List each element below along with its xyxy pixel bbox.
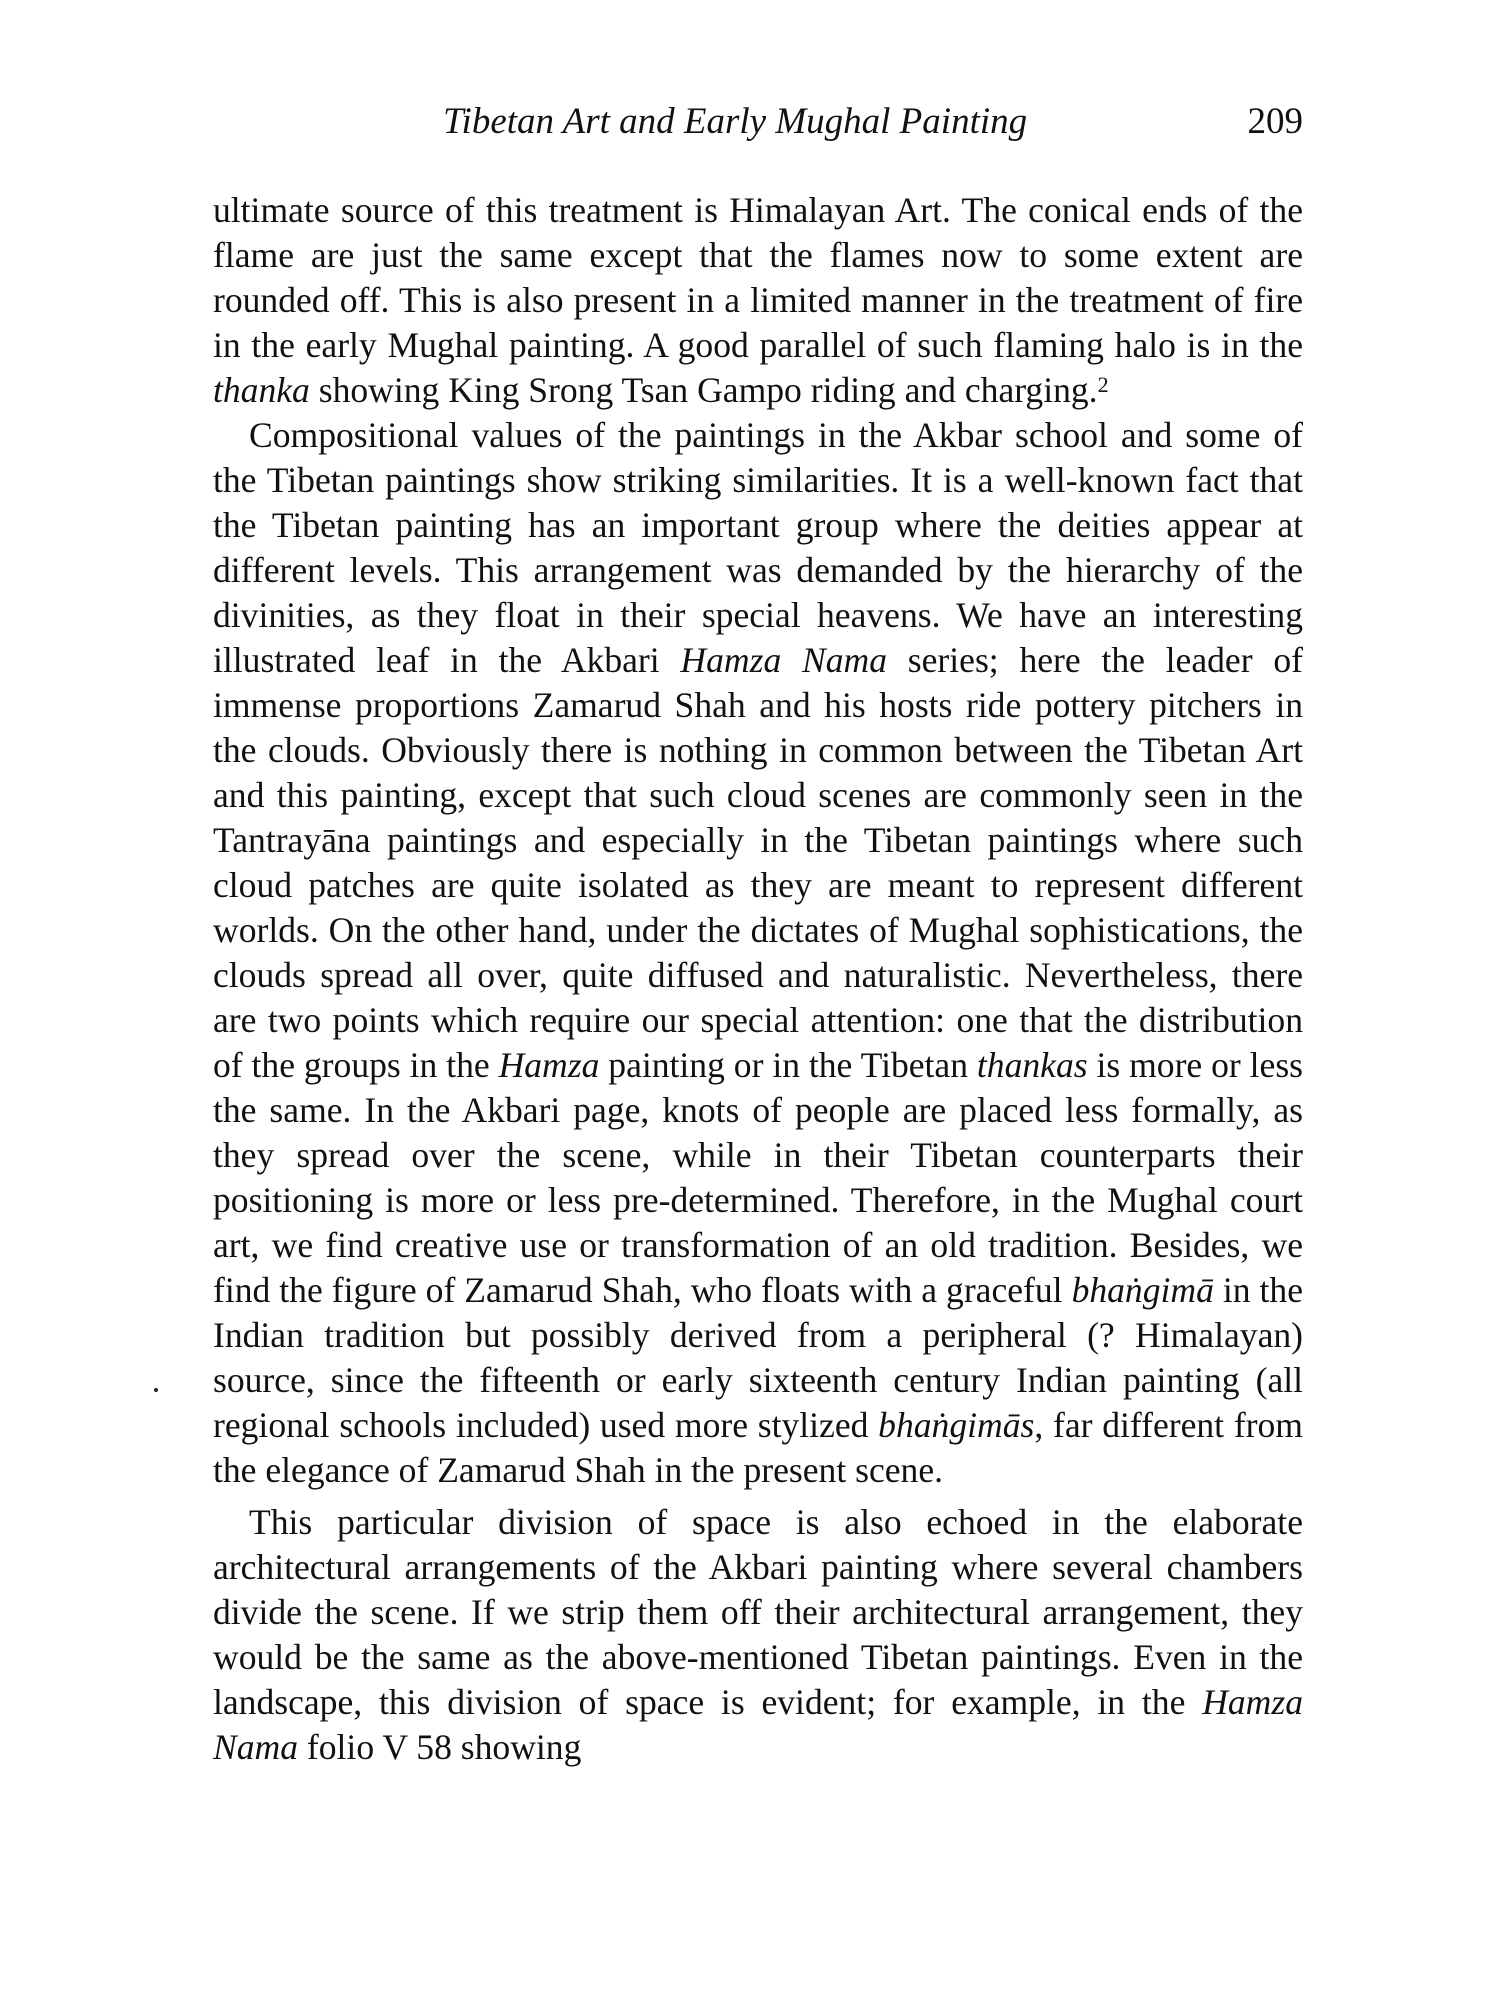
text-run: painting or in the Tibetan	[599, 1045, 977, 1085]
italic-term: thanka	[213, 370, 310, 410]
italic-term: thankas	[976, 1045, 1088, 1085]
running-head	[213, 100, 1303, 150]
italic-term: bhaṅgimā	[1071, 1270, 1214, 1310]
paragraph	[213, 188, 1303, 413]
paragraph	[213, 1500, 1303, 1770]
italic-term: Hamza	[498, 1045, 600, 1085]
paragraph	[213, 413, 1303, 1493]
text-run: , far different from the elegance of Zamarud Shah in the present scene.	[213, 1405, 1303, 1490]
footnote-ref: 2	[1097, 372, 1109, 397]
text-run: This particular division of space is also echoed in the elaborate architectural arrangements of the Akbari painting where several chambers divide the scene. If we strip them off their architectural arrangement, they would be the same as the above-mentioned Tibetan paintings. Even in the landscape, this division of space is evident; for example, in the	[213, 1502, 1303, 1722]
text-run: ultimate source of this treatment is Himalayan Art. The conical ends of the flame are just the same except that the flames now to some extent are rounded off. This is also present in a limited manner in the treatment of fire in the early Mughal painting. A good parallel of such flaming halo is in the	[213, 190, 1303, 365]
text-run: Compositional values of the paintings in the Akbar school and some of the Tibetan paintings show striking similarities. It is a well-known fact that the Tibetan painting has an important group where the deities appear at different levels. This arrangement was demanded by the hierarchy of the divinities, as they float in their special heavens. We have an interesting illustrated leaf in the Akbari	[213, 415, 1303, 680]
running-title: Tibetan Art and Early Mughal Painting	[443, 101, 1028, 142]
page-number: 209	[1247, 101, 1303, 142]
text-run: showing King Srong Tsan Gampo riding and charging.	[309, 370, 1098, 410]
italic-term: bhaṅgimās	[878, 1405, 1035, 1445]
text-run: is more or less the same. In the Akbari page, knots of people are placed less formally, as they spread over the scene, while in their Tibetan counterparts their positioning is more or less pre-determined. Therefore, in the Mughal court art, we find creative use or transformation of an old tradition. Besides, we find the figure of Zamarud Shah, who floats with a graceful	[213, 1045, 1304, 1310]
italic-term: Hamza Nama	[680, 640, 888, 680]
text-run: in the Indian tradition but possibly derived from a peripheral (? Himalayan) source, since the fifteenth or early sixteenth century Indian painting (all regional schools included) used more stylized	[213, 1270, 1303, 1445]
text-run: folio V 58 showing	[298, 1727, 582, 1767]
italic-term: Hamza Nama	[213, 1682, 1303, 1767]
text-run: series; here the leader of immense proportions Zamarud Shah and his hosts ride pottery pitchers in the clouds. Obviously there is nothing in common between the Tibetan Art and this painting, except that such cloud scenes are commonly seen in the Tantrayāna paintings and especially in the Tibetan paintings where such cloud patches are quite isolated as they are meant to represent different worlds. On the other hand, under the dictates of Mughal sophistications, the clouds spread all over, quite diffused and naturalistic. Nevertheless, there are two points which require our special attention: one that the distribution of the groups in the	[213, 640, 1303, 1085]
margin-mark	[154, 1388, 158, 1392]
body-text	[213, 188, 1303, 1770]
